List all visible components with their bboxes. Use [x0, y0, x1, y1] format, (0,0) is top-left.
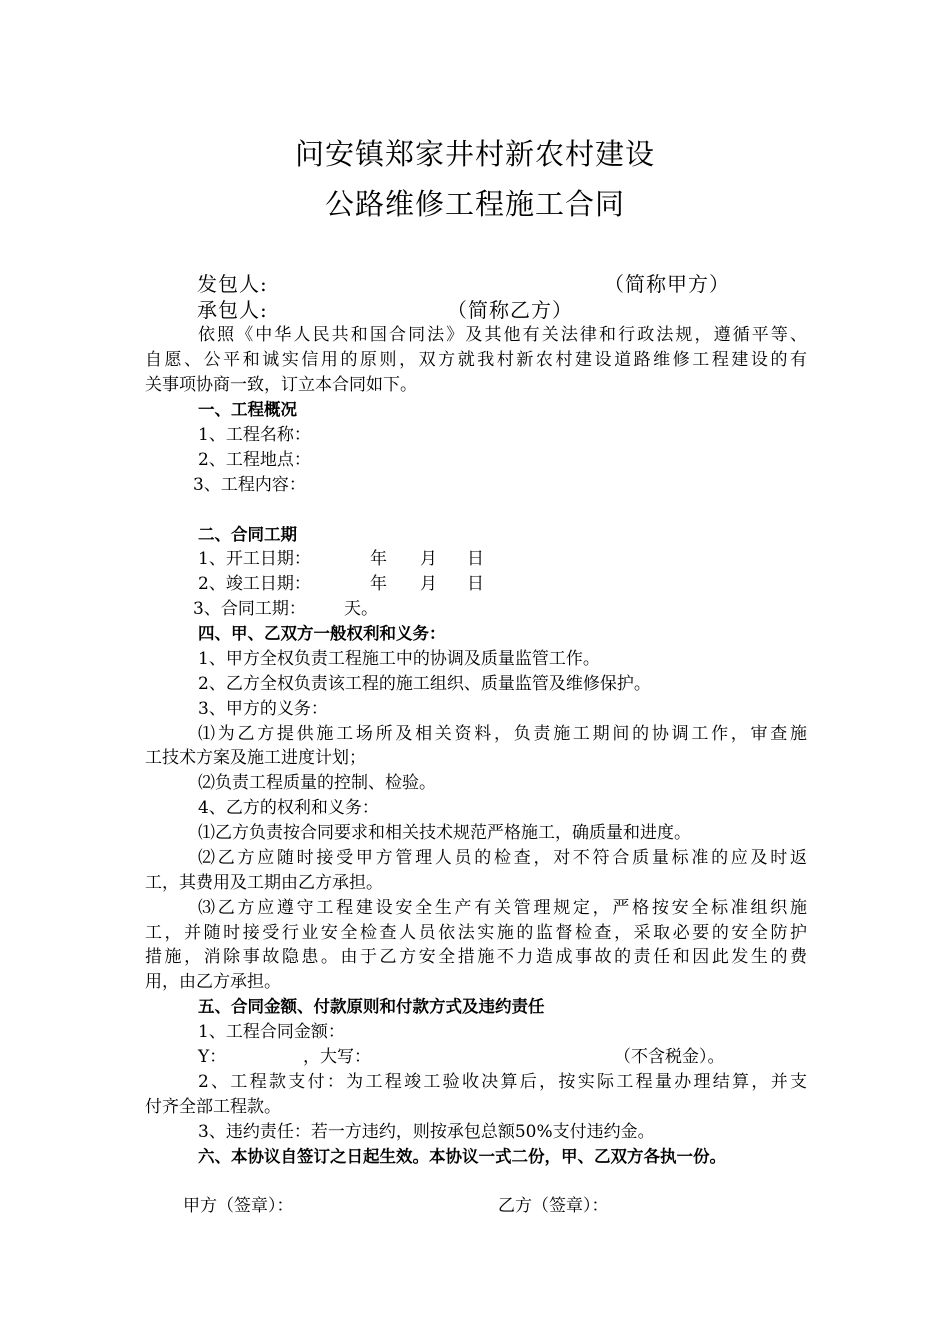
end-day: 日 [467, 574, 484, 594]
section5-item-2-line-1: 2、工程款支付：为工程竣工验收决算后，按实际工程量办理结算，并支 [198, 1072, 807, 1092]
issuer-label: 发包人: [197, 272, 268, 296]
section4-item-3-1-line-1: ⑴为乙方提供施工场所及相关资料，负责施工期间的协调工作，审查施 [198, 724, 807, 744]
section4-item-4-2-line-2: 工，其费用及工期由乙方承担。 [145, 873, 383, 893]
title-line-1: 问安镇郑家井村新农村建设 [294, 137, 655, 171]
section4-item-3: 3、甲方的义务： [198, 699, 328, 719]
project-location-label: 2、工程地点： [198, 450, 311, 470]
project-name-label: 1、工程名称： [198, 425, 311, 445]
issuer-alias: （简称甲方） [604, 272, 730, 296]
start-month: 月 [420, 549, 437, 569]
preamble-line-3: 关事项协商一致，订立本合同如下。 [145, 375, 417, 395]
project-content-label: 3、工程内容： [193, 475, 306, 495]
contract-period-unit: 天。 [344, 599, 378, 619]
signature-party-b: 乙方（签章）： [498, 1196, 609, 1216]
preamble-line-1: 依照《中华人民共和国合同法》及其他有关法律和行政法规，遵循平等、 [198, 325, 807, 345]
section4-item-4-3-line-1: ⑶乙方应遵守工程建设安全生产有关管理规定，严格按安全标准组织施 [198, 898, 807, 918]
title-line-2: 公路维修工程施工合同 [324, 187, 625, 221]
section1-heading: 一、工程概况 [198, 400, 297, 419]
section4-item-4-3-line-2: 工，并随时接受行业安全检查人员依法实施的监督检查，采取必要的安全防护 [145, 923, 807, 943]
signature-party-a: 甲方（签章）： [183, 1196, 294, 1216]
section4-heading: 四、甲、乙双方一般权利和义务： [198, 624, 446, 643]
amount-tax-note: （不含税金）。 [614, 1047, 725, 1067]
contract-period-label: 3、合同工期： [193, 599, 306, 619]
end-year: 年 [370, 574, 387, 594]
section4-item-4-3-line-3: 措施，消除事故隐患。由于乙方安全措施不力造成事故的责任和因此发生的费 [145, 947, 807, 967]
section5-item-3: 3、违约责任：若一方违约，则按承包总额50%支付违约金。 [198, 1122, 655, 1142]
section5-item-2-line-2: 付齐全部工程款。 [145, 1097, 281, 1117]
section4-item-4-1: ⑴乙方负责按合同要求和相关技术规范严格施工，确质量和进度。 [198, 823, 691, 843]
section4-item-3-1-line-2: 工技术方案及施工进度计划； [145, 748, 366, 768]
start-year: 年 [370, 549, 387, 569]
section5-item-1: 1、工程合同金额： [198, 1022, 345, 1042]
end-month: 月 [420, 574, 437, 594]
section6-heading: 六、本协议自签订之日起生效。本协议一式二份，甲、乙双方各执一份。 [198, 1147, 726, 1166]
preamble-line-2: 自愿、公平和诚实信用的原则，双方就我村新农村建设道路维修工程建设的有 [145, 350, 807, 370]
section4-item-2: 2、乙方全权负责该工程的施工组织、质量监管及维修保护。 [198, 674, 651, 694]
section4-item-4-2-line-1: ⑵乙方应随时接受甲方管理人员的检查，对不符合质量标准的应及时返 [198, 848, 807, 868]
start-day: 日 [467, 549, 484, 569]
section4-item-4-3-line-4: 用，由乙方承担。 [145, 972, 281, 992]
contractor-label: 承包人: [197, 298, 268, 322]
section2-heading: 二、合同工期 [198, 525, 297, 544]
section4-item-1: 1、甲方全权负责工程施工中的协调及质量监管工作。 [198, 649, 600, 669]
amount-daxie-label: ，大写： [303, 1047, 371, 1067]
section4-item-4: 4、乙方的权利和义务： [198, 798, 379, 818]
amount-yen-label: Y： [198, 1047, 227, 1067]
end-date-label: 2、竣工日期： [198, 574, 311, 594]
contractor-alias: （简称乙方） [447, 298, 573, 322]
start-date-label: 1、开工日期： [198, 549, 311, 569]
section4-item-3-2: ⑵负责工程质量的控制、检验。 [198, 773, 436, 793]
section5-heading: 五、合同金额、付款原则和付款方式及违约责任 [198, 997, 545, 1016]
